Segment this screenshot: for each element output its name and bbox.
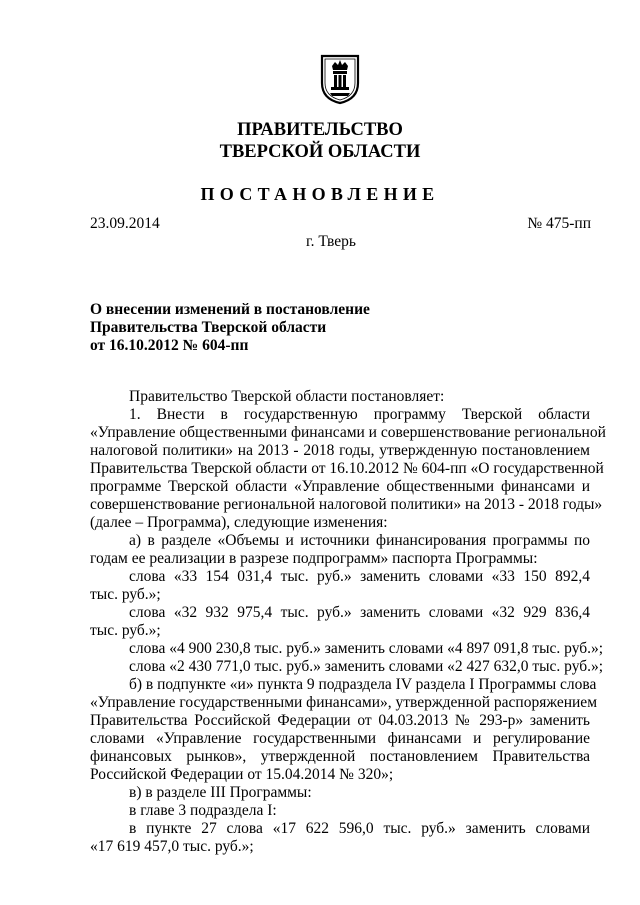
body-line: налоговой политики» на 2013 - 2018 годы, утвержденную постановлением [90,442,590,459]
body-line: б) в подпункте «и» пункта 9 подраздела IV раздела I Программы слова [129,676,597,693]
body-line: годам ее реализации в разрезе подпрограмм» паспорта Программы: [90,550,538,567]
document-number: № 475-пп [527,215,591,232]
body-line: (далее – Программа), следующие изменения: [90,514,388,531]
subject-line: от 16.10.2012 № 604-пп [90,337,249,354]
body-line: слова «33 154 031,4 тыс. руб.» заменить словами «33 150 892,4 [129,568,590,585]
body-line: Правительства Российской Федерации от 04.03.2013 № 293-р» заменить [90,712,590,729]
body-line: совершенствование региональной налоговой политики» на 2013 - 2018 годы» [90,496,603,513]
body-line: «17 619 457,0 тыс. руб.»; [90,838,254,855]
body-line: слова «4 900 230,8 тыс. руб.» заменить словами «4 897 091,8 тыс. руб.»; [129,640,604,657]
body-line: в) в разделе III Программы: [129,784,312,801]
body-line: программе Тверской области «Управление общественными финансами и [90,478,590,495]
org-name-line1: ПРАВИТЕЛЬСТВО [237,120,403,140]
org-name-line2: ТВЕРСКОЙ ОБЛАСТИ [219,142,421,162]
document-type-title: ПОСТАНОВЛЕНИЕ [200,184,440,204]
coat-of-arms-emblem [319,53,361,105]
subject-line: О внесении изменений в постановление [90,301,370,318]
body-line: «Управление общественными финансами и совершенствование региональной [90,424,606,441]
body-line: финансовых рынков», утвержденной постановлением Правительства [90,748,590,765]
body-line: Правительство Тверской области постановляет: [129,388,445,405]
body-line: 1. Внести в государственную программу Тверской области [129,406,590,423]
document-city: г. Тверь [306,233,356,250]
body-line: тыс. руб.»; [90,622,161,639]
subject-line: Правительства Тверской области [90,319,327,336]
document-date: 23.09.2014 [90,215,160,232]
body-line: в пункте 27 слова «17 622 596,0 тыс. руб.» заменить словами [129,820,590,837]
body-line: тыс. руб.»; [90,586,161,603]
body-line: Российской Федерации от 15.04.2014 № 320»; [90,766,394,783]
body-line: слова «32 932 975,4 тыс. руб.» заменить словами «32 929 836,4 [129,604,590,621]
body-line: а) в разделе «Объемы и источники финансирования программы по [129,532,590,549]
body-line: в главе 3 подраздела I: [129,802,277,819]
body-line: слова «2 430 771,0 тыс. руб.» заменить словами «2 427 632,0 тыс. руб.»; [129,658,604,675]
body-line: словами «Управление государственными финансами и регулирование [90,730,590,747]
body-line: «Управление государственными финансами», утвержденной распоряжением [90,694,597,711]
body-line: Правительства Тверской области от 16.10.2012 № 604-пп «О государственной [90,460,604,477]
